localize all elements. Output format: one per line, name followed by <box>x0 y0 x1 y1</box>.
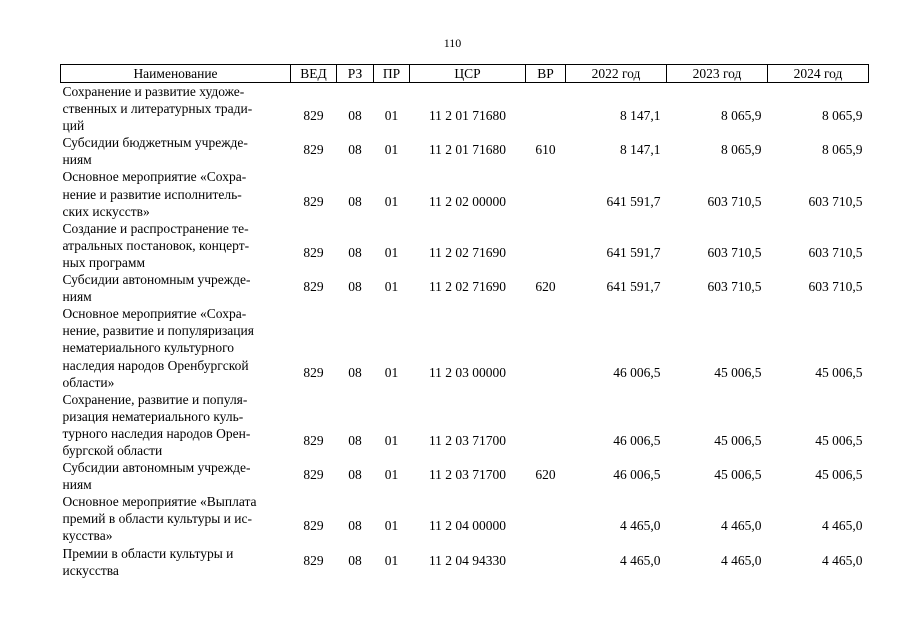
row-amount-2022: 46 006,5 <box>613 364 661 380</box>
row-name-line: Субсидии автономным учрежде- <box>62 460 251 476</box>
row-name-line: кусства» <box>62 528 113 544</box>
row-vr <box>526 391 566 459</box>
row-pr: 01 <box>384 518 399 534</box>
row-name-line: ций <box>62 118 85 134</box>
row-name <box>61 220 291 271</box>
row-rz: 08 <box>348 432 362 448</box>
row-name-line: ских искусств» <box>62 203 150 219</box>
row-amount-2023: 603 710,5 <box>707 279 762 295</box>
row-name <box>61 493 291 544</box>
row-ved: 829 <box>303 518 324 534</box>
row-amount-2024: 4 465,0 <box>822 552 863 568</box>
row-vr <box>526 83 566 135</box>
row-name-line: Премии в области культуры и <box>62 545 234 561</box>
row-vr: 620 <box>535 279 556 295</box>
row-name-line: ных программ <box>62 254 146 270</box>
row-rz: 08 <box>348 467 362 483</box>
row-rz: 08 <box>348 193 362 209</box>
row-vr <box>526 168 566 219</box>
row-ved: 829 <box>303 193 324 209</box>
row-pr: 01 <box>384 467 399 483</box>
row-ved: 829 <box>303 244 324 260</box>
row-amount-2023: 603 710,5 <box>707 193 762 209</box>
row-name-line: атральных постановок, концерт- <box>62 237 250 253</box>
row-rz: 08 <box>348 364 362 380</box>
row-ved: 829 <box>303 467 324 483</box>
row-amount-2024: 45 006,5 <box>815 467 863 483</box>
row-amount-2022: 4 465,0 <box>620 552 661 568</box>
row-name-line: Субсидии автономным учрежде- <box>62 272 251 288</box>
row-ved: 829 <box>303 279 324 295</box>
row-amount-2023: 8 065,9 <box>721 108 762 124</box>
row-name-line: Создание и распространение те- <box>62 220 249 236</box>
row-vr <box>526 545 566 579</box>
row-amount-2024: 603 710,5 <box>808 279 863 295</box>
row-name-line: области» <box>62 374 115 390</box>
table-row <box>61 83 869 135</box>
row-csr: 11 2 01 71680 <box>428 108 507 124</box>
table-body <box>61 83 869 579</box>
row-name-line: Основное мероприятие «Сохра- <box>62 306 247 322</box>
row-rz: 08 <box>348 552 362 568</box>
header-vr: ВР <box>526 65 566 83</box>
row-name <box>61 271 291 305</box>
row-rz: 08 <box>348 244 362 260</box>
row-name <box>61 134 291 168</box>
row-name-line: ниям <box>62 477 92 493</box>
row-amount-2023: 603 710,5 <box>707 244 762 260</box>
row-rz: 08 <box>348 279 362 295</box>
row-amount-2023: 4 465,0 <box>721 518 762 534</box>
row-vr: 620 <box>535 467 556 483</box>
row-amount-2022: 8 147,1 <box>620 108 661 124</box>
row-amount-2022: 641 591,7 <box>606 244 661 260</box>
row-vr <box>526 220 566 271</box>
row-csr: 11 2 02 71690 <box>428 244 507 260</box>
row-pr: 01 <box>384 432 399 448</box>
header-name: Наименование <box>61 65 291 83</box>
row-name-line: Сохранение, развитие и популя- <box>62 391 248 407</box>
row-csr: 11 2 03 71700 <box>428 467 507 483</box>
table-row <box>61 545 869 579</box>
header-pr: ПР <box>374 65 410 83</box>
header-csr: ЦСР <box>410 65 526 83</box>
header-rz: РЗ <box>337 65 374 83</box>
row-amount-2023: 8 065,9 <box>721 142 762 158</box>
row-name-line: Основное мероприятие «Выплата <box>62 494 257 510</box>
row-pr: 01 <box>384 108 399 124</box>
row-name-line: Субсидии бюджетным учрежде- <box>62 135 248 151</box>
row-amount-2023: 45 006,5 <box>714 364 762 380</box>
row-amount-2024: 4 465,0 <box>822 518 863 534</box>
row-csr: 11 2 04 00000 <box>428 518 507 534</box>
row-vr <box>526 305 566 390</box>
row-amount-2022: 8 147,1 <box>620 142 661 158</box>
row-csr: 11 2 02 71690 <box>428 279 507 295</box>
header-2022: 2022 год <box>566 65 667 83</box>
row-csr: 11 2 04 94330 <box>428 552 507 568</box>
table-row <box>61 220 869 271</box>
page-number: 110 <box>443 36 462 50</box>
row-pr: 01 <box>384 552 399 568</box>
row-amount-2023: 45 006,5 <box>714 467 762 483</box>
row-rz: 08 <box>348 142 362 158</box>
row-csr: 11 2 03 00000 <box>428 364 507 380</box>
row-name-line: ниям <box>62 152 92 168</box>
row-pr: 01 <box>384 364 399 380</box>
row-name-line: Основное мероприятие «Сохра- <box>62 169 247 185</box>
row-amount-2022: 46 006,5 <box>613 467 661 483</box>
row-name-line: ственных и литературных тради- <box>62 101 253 117</box>
row-rz: 08 <box>348 518 362 534</box>
row-amount-2024: 8 065,9 <box>822 142 863 158</box>
row-name-line: искусства <box>62 562 119 578</box>
row-name-line: ризация нематериального куль- <box>62 408 244 424</box>
row-amount-2023: 4 465,0 <box>721 552 762 568</box>
row-name <box>61 168 291 219</box>
row-amount-2024: 603 710,5 <box>808 244 863 260</box>
row-name-line: ниям <box>62 289 92 305</box>
row-pr: 01 <box>384 244 399 260</box>
row-rz: 08 <box>348 108 362 124</box>
row-ved: 829 <box>303 364 324 380</box>
row-amount-2024: 45 006,5 <box>815 364 863 380</box>
header-2024: 2024 год <box>768 65 869 83</box>
row-vr <box>526 493 566 544</box>
row-name <box>61 83 291 135</box>
row-amount-2024: 603 710,5 <box>808 193 863 209</box>
row-vr: 610 <box>535 142 556 158</box>
row-amount-2024: 8 065,9 <box>822 108 863 124</box>
row-amount-2022: 46 006,5 <box>613 432 661 448</box>
table-row <box>61 305 869 390</box>
row-name <box>61 305 291 390</box>
row-ved: 829 <box>303 552 324 568</box>
row-csr: 11 2 02 00000 <box>428 193 507 209</box>
header-2023: 2023 год <box>667 65 768 83</box>
table-row <box>61 493 869 544</box>
row-csr: 11 2 03 71700 <box>428 432 507 448</box>
table-header-row <box>61 65 869 83</box>
row-amount-2022: 4 465,0 <box>620 518 661 534</box>
row-pr: 01 <box>384 279 399 295</box>
row-csr: 11 2 01 71680 <box>428 142 507 158</box>
row-name <box>61 545 291 579</box>
row-name-line: Сохранение и развитие художе- <box>62 84 245 99</box>
row-name-line: турного наследия народов Орен- <box>62 425 251 441</box>
table-row <box>61 271 869 305</box>
row-ved: 829 <box>303 108 324 124</box>
row-name-line: нение и развитие исполнитель- <box>62 186 242 202</box>
row-ved: 829 <box>303 432 324 448</box>
table-row <box>61 168 869 219</box>
header-ved: ВЕД <box>291 65 337 83</box>
table-row <box>61 134 869 168</box>
table-row <box>61 459 869 493</box>
row-name-line: нематериального культурного <box>62 340 235 356</box>
row-pr: 01 <box>384 193 399 209</box>
row-name <box>61 459 291 493</box>
row-name-line: бургской области <box>62 442 163 458</box>
table-row <box>61 391 869 459</box>
row-amount-2023: 45 006,5 <box>714 432 762 448</box>
row-name <box>61 391 291 459</box>
row-name-line: премий в области культуры и ис- <box>62 511 252 527</box>
row-name-line: нение, развитие и популяризация <box>62 323 254 339</box>
row-pr: 01 <box>384 142 399 158</box>
row-amount-2022: 641 591,7 <box>606 279 661 295</box>
row-amount-2024: 45 006,5 <box>815 432 863 448</box>
row-amount-2022: 641 591,7 <box>606 193 661 209</box>
budget-table <box>60 64 869 579</box>
row-ved: 829 <box>303 142 324 158</box>
row-name-line: наследия народов Оренбургской <box>62 357 249 373</box>
